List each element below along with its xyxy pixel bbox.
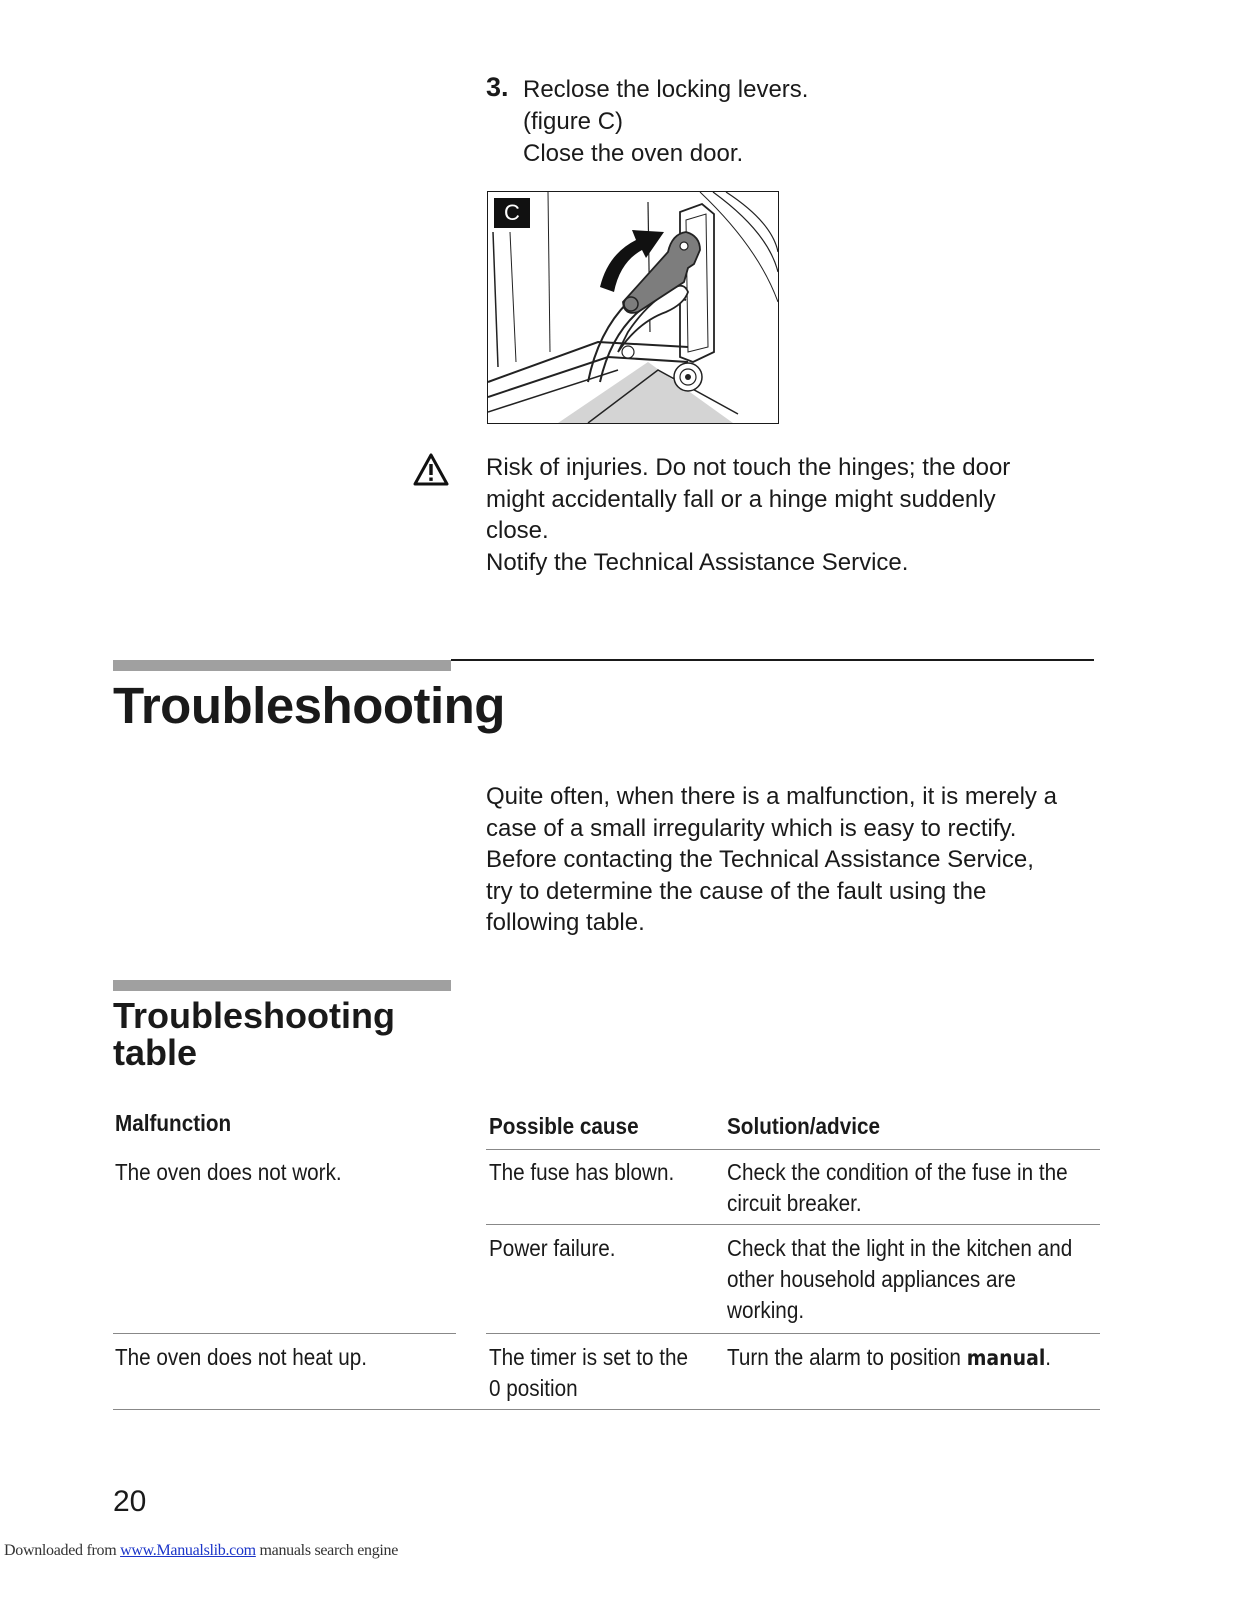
warning-line: close.	[486, 517, 549, 544]
warning-line: Risk of injuries. Do not touch the hinges; the door	[486, 454, 1011, 481]
warning-line: Notify the Technical Assistance Service.	[486, 548, 909, 576]
manualslib-link[interactable]: www.Manualslib.com	[120, 1542, 256, 1559]
table-cell-solution: Check the condition of the fuse in the circuit breaker.	[727, 1159, 1068, 1216]
figure-c-illustration	[487, 191, 779, 424]
intro-line: Quite often, when there is a malfunction, it is merely a	[486, 783, 1057, 810]
step-line: Reclose the locking levers.	[523, 76, 809, 103]
step-line: (figure C)	[523, 108, 624, 135]
table-cell-malfunction: The oven does not work.	[115, 1159, 342, 1185]
subsection-title: Troubleshooting table	[113, 995, 395, 1073]
figure-label: C	[494, 198, 530, 228]
intro-paragraph	[486, 781, 1106, 939]
table-divider	[486, 1333, 1100, 1334]
table-cell-cause: The timer is set to the 0 position	[489, 1344, 689, 1401]
hinge-lever-drawing	[488, 192, 778, 423]
table-bottom-rule	[113, 1409, 1100, 1410]
intro-line: case of a small irregularity which is easy to rectify.	[486, 814, 1017, 842]
step-line: Close the oven door.	[523, 140, 744, 167]
section-rule-thin	[451, 659, 1094, 661]
intro-line: following table.	[486, 909, 645, 936]
warning-text	[486, 452, 1086, 578]
table-cell-solution: Turn the alarm to position manual.	[727, 1344, 1052, 1370]
subsection-rule	[113, 980, 451, 991]
table-cell-solution: Check that the light in the kitchen and other household appliances are working.	[727, 1235, 1073, 1323]
intro-line: try to determine the cause of the fault using the	[486, 877, 987, 905]
page-number: 20	[113, 1485, 147, 1518]
intro-line: Before contacting the Technical Assistance Service,	[486, 846, 1034, 873]
table-cell-cause: Power failure.	[489, 1235, 616, 1261]
table-cell-malfunction: The oven does not heat up.	[115, 1344, 368, 1370]
section-rule-thick	[113, 660, 451, 671]
step-number: 3.	[486, 72, 509, 102]
warning-triangle-icon	[412, 452, 450, 488]
table-divider	[113, 1333, 456, 1334]
table-divider	[486, 1149, 1100, 1150]
download-footer: Downloaded from www.Manualslib.com manuals search engine	[4, 1542, 399, 1559]
column-header-cause: Possible cause	[489, 1113, 639, 1139]
warning-line: might accidentally fall or a hinge might suddenly	[486, 485, 996, 513]
column-header-solution: Solution/advice	[727, 1113, 880, 1139]
step-instructions	[523, 74, 808, 170]
column-header-malfunction: Malfunction	[115, 1110, 232, 1136]
table-cell-cause: The fuse has blown.	[489, 1159, 675, 1185]
page-title: Troubleshooting	[113, 677, 505, 734]
table-divider	[486, 1224, 1100, 1225]
position-manual-label: manual	[966, 1346, 1046, 1370]
